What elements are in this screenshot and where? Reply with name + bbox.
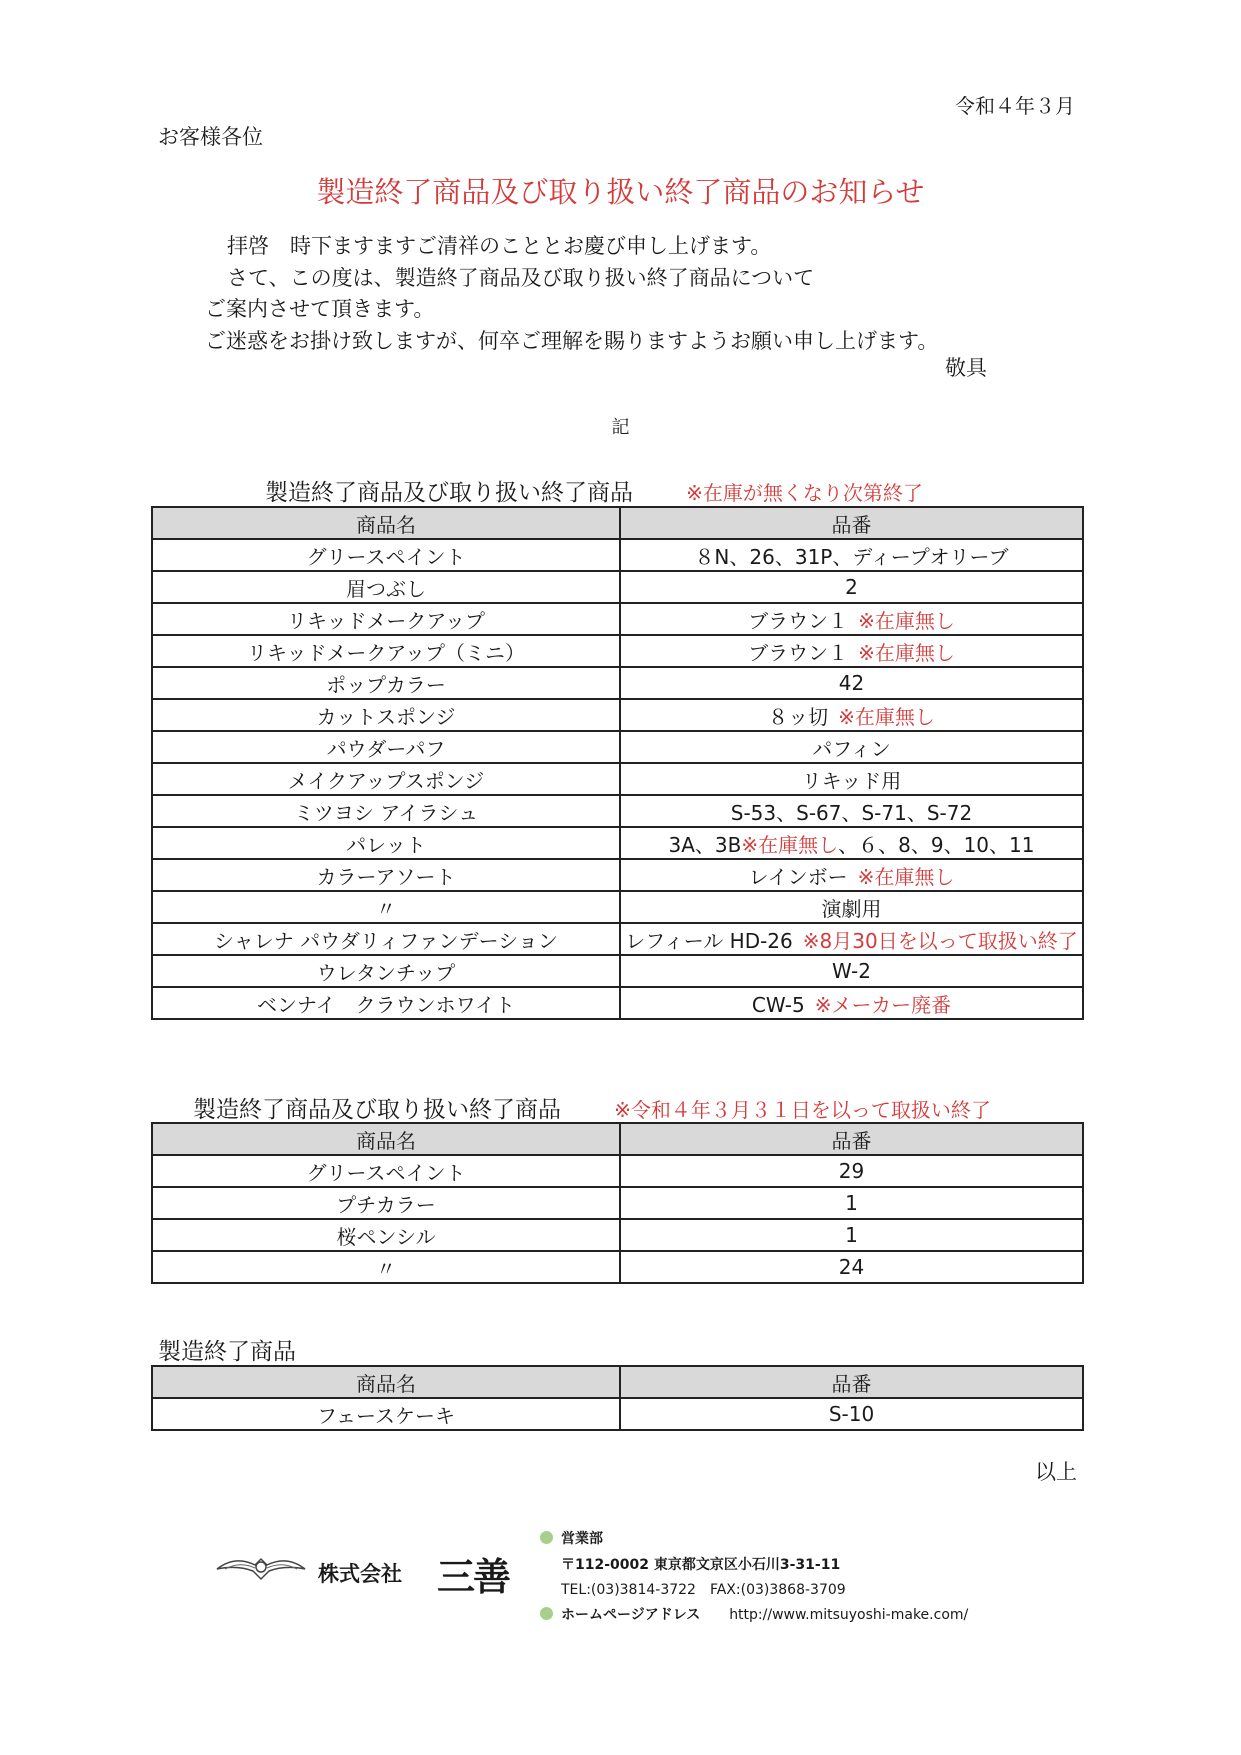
table-row	[152, 1187, 1083, 1219]
section-3-heading	[158, 1333, 296, 1366]
header-code: 品番	[620, 1123, 1083, 1155]
code-suffix: 、６、8、9、10、11	[838, 832, 1035, 857]
stock-note: ※8月30日を以って取扱い終了	[802, 928, 1078, 953]
product-code	[620, 731, 1083, 763]
product-name: カットスポンジ	[152, 699, 620, 731]
product-table-1	[151, 506, 1084, 1020]
table-row	[152, 571, 1083, 603]
product-name: 〃	[152, 1251, 620, 1283]
product-code	[620, 603, 1083, 635]
product-code	[620, 827, 1083, 859]
table-row	[152, 699, 1083, 731]
code-text: 2	[845, 575, 858, 599]
code-text: S-53、S-67、S-71、S-72	[730, 800, 973, 825]
code-text: ８N、26、31P、ディープオリーブ	[694, 544, 1009, 569]
product-code	[620, 763, 1083, 795]
product-code	[620, 859, 1083, 891]
code-text: 演劇用	[821, 896, 882, 921]
product-name: リキッドメークアップ（ミニ）	[152, 635, 620, 667]
product-name: グリースペイント	[152, 1155, 620, 1187]
table-row	[152, 827, 1083, 859]
table-header-row	[152, 1366, 1083, 1398]
code-text: 42	[838, 671, 865, 695]
code-text: レフィール HD-26	[625, 928, 793, 953]
header-name: 商品名	[152, 507, 620, 539]
stock-note: ※在庫無し	[741, 832, 839, 857]
product-code	[620, 667, 1083, 699]
product-name: ウレタンチップ	[152, 955, 620, 987]
stock-note: ※在庫無し	[857, 864, 955, 889]
body-text	[205, 231, 938, 357]
page-title: 製造終了商品及び取り扱い終了商品のお知らせ	[316, 175, 925, 209]
footer-address: 〒112-0002 東京都文京区小石川3-31-11	[561, 1557, 841, 1573]
product-name: ベンナイ クラウンホワイト	[152, 987, 620, 1019]
stock-note: ※在庫無し	[858, 640, 955, 665]
section-2-heading	[193, 1091, 991, 1124]
code-text: ８ッ切	[768, 704, 829, 729]
table-row	[152, 603, 1083, 635]
product-name: パレット	[152, 827, 620, 859]
product-code	[620, 635, 1083, 667]
product-name: プチカラー	[152, 1187, 620, 1219]
product-code	[620, 699, 1083, 731]
code-text: 1	[845, 1191, 858, 1215]
code-text: CW-5	[751, 992, 805, 1017]
code-text: W-2	[832, 959, 871, 983]
table-row	[152, 731, 1083, 763]
code-text: 3A、3B	[668, 832, 742, 857]
product-name: 眉つぶし	[152, 571, 620, 603]
table-row	[152, 635, 1083, 667]
product-name: パウダーパフ	[152, 731, 620, 763]
eagle-logo-icon	[215, 1553, 307, 1587]
date: 令和４年３月	[955, 94, 1075, 118]
product-name: シャレナ パウダリィファンデーション	[152, 923, 620, 955]
table-row	[152, 923, 1083, 955]
product-name: カラーアソート	[152, 859, 620, 891]
addressee: お客様各位	[158, 125, 263, 149]
homepage-url[interactable]: http://www.mitsuyoshi-make.com/	[729, 1607, 969, 1623]
table-row	[152, 1155, 1083, 1187]
brand-logo: 三善	[437, 1555, 510, 1599]
end-marker: 以上	[1035, 1460, 1077, 1484]
stock-note: ※メーカー廃番	[814, 992, 952, 1017]
product-code	[620, 539, 1083, 571]
code-text: 1	[845, 1223, 858, 1247]
product-name: ミツヨシ アイラシュ	[152, 795, 620, 827]
section-1-heading	[265, 474, 923, 507]
dept-label: 営業部	[561, 1531, 603, 1547]
product-name: 〃	[152, 891, 620, 923]
closing: 敬具	[945, 356, 987, 380]
table-row	[152, 1219, 1083, 1251]
product-code	[620, 1187, 1083, 1219]
product-name: フェースケーキ	[152, 1398, 620, 1430]
table-header-row	[152, 1123, 1083, 1155]
homepage-label: ホームページアドレス	[561, 1607, 701, 1623]
table-row	[152, 1398, 1083, 1430]
header-name: 商品名	[152, 1366, 620, 1398]
product-code	[620, 987, 1083, 1019]
body-line: ご案内させて頂きます。	[205, 297, 435, 321]
product-code	[620, 1155, 1083, 1187]
product-code	[620, 1219, 1083, 1251]
product-name: リキッドメークアップ	[152, 603, 620, 635]
product-code	[620, 955, 1083, 987]
body-line: 拝啓 時下ますますご清祥のこととお慶び申し上げます。	[227, 234, 772, 258]
code-text: パフィン	[812, 736, 891, 761]
product-code	[620, 1251, 1083, 1283]
table-header-row	[152, 507, 1083, 539]
code-text: S-10	[828, 1402, 875, 1426]
table-row	[152, 859, 1083, 891]
code-text: レインボー	[748, 864, 848, 889]
section-note: ※在庫が無くなり次第終了	[686, 481, 923, 505]
header-code: 品番	[620, 1366, 1083, 1398]
header-code: 品番	[620, 507, 1083, 539]
code-text: 24	[838, 1255, 865, 1279]
product-name: メイクアップスポンジ	[152, 763, 620, 795]
stock-note: ※在庫無し	[858, 608, 955, 633]
section-note: ※令和４年３月３１日を以って取扱い終了	[614, 1098, 991, 1122]
header-name: 商品名	[152, 1123, 620, 1155]
bullet-dot-icon	[540, 1607, 553, 1620]
code-text: ブラウン１	[748, 640, 849, 665]
product-table-2	[151, 1122, 1084, 1284]
product-code	[620, 891, 1083, 923]
table-row	[152, 539, 1083, 571]
table-row	[152, 1251, 1083, 1283]
table-row	[152, 795, 1083, 827]
product-table-3	[151, 1365, 1084, 1431]
section-title: 製造終了商品及び取り扱い終了商品	[265, 480, 633, 506]
product-name: ポップカラー	[152, 667, 620, 699]
bullet-dot-icon	[540, 1531, 553, 1544]
table-row	[152, 891, 1083, 923]
table-row	[152, 763, 1083, 795]
product-code	[620, 1398, 1083, 1430]
table-row	[152, 955, 1083, 987]
code-text: 29	[838, 1159, 865, 1183]
product-code	[620, 571, 1083, 603]
body-line: さて、この度は、製造終了商品及び取り扱い終了商品について	[227, 265, 815, 290]
body-line: ご迷惑をお掛け致しますが、何卒ご理解を賜りますようお願い申し上げます。	[205, 328, 939, 353]
ki-marker: 記	[611, 417, 630, 438]
footer-dept	[540, 1528, 603, 1548]
table-row	[152, 987, 1083, 1019]
code-text: リキッド用	[801, 768, 902, 793]
product-code	[620, 923, 1083, 955]
company-name: 株式会社	[318, 1562, 402, 1586]
footer-tel-fax: TEL:(03)3814-3722 FAX:(03)3868-3709	[561, 1582, 846, 1598]
product-code	[620, 795, 1083, 827]
product-name: グリースペイント	[152, 539, 620, 571]
section-title: 製造終了商品	[158, 1339, 296, 1365]
code-text: ブラウン１	[748, 608, 849, 633]
product-name: 桜ペンシル	[152, 1219, 620, 1251]
section-title: 製造終了商品及び取り扱い終了商品	[193, 1097, 561, 1123]
table-row	[152, 667, 1083, 699]
footer-homepage	[540, 1604, 968, 1624]
stock-note: ※在庫無し	[838, 704, 935, 729]
